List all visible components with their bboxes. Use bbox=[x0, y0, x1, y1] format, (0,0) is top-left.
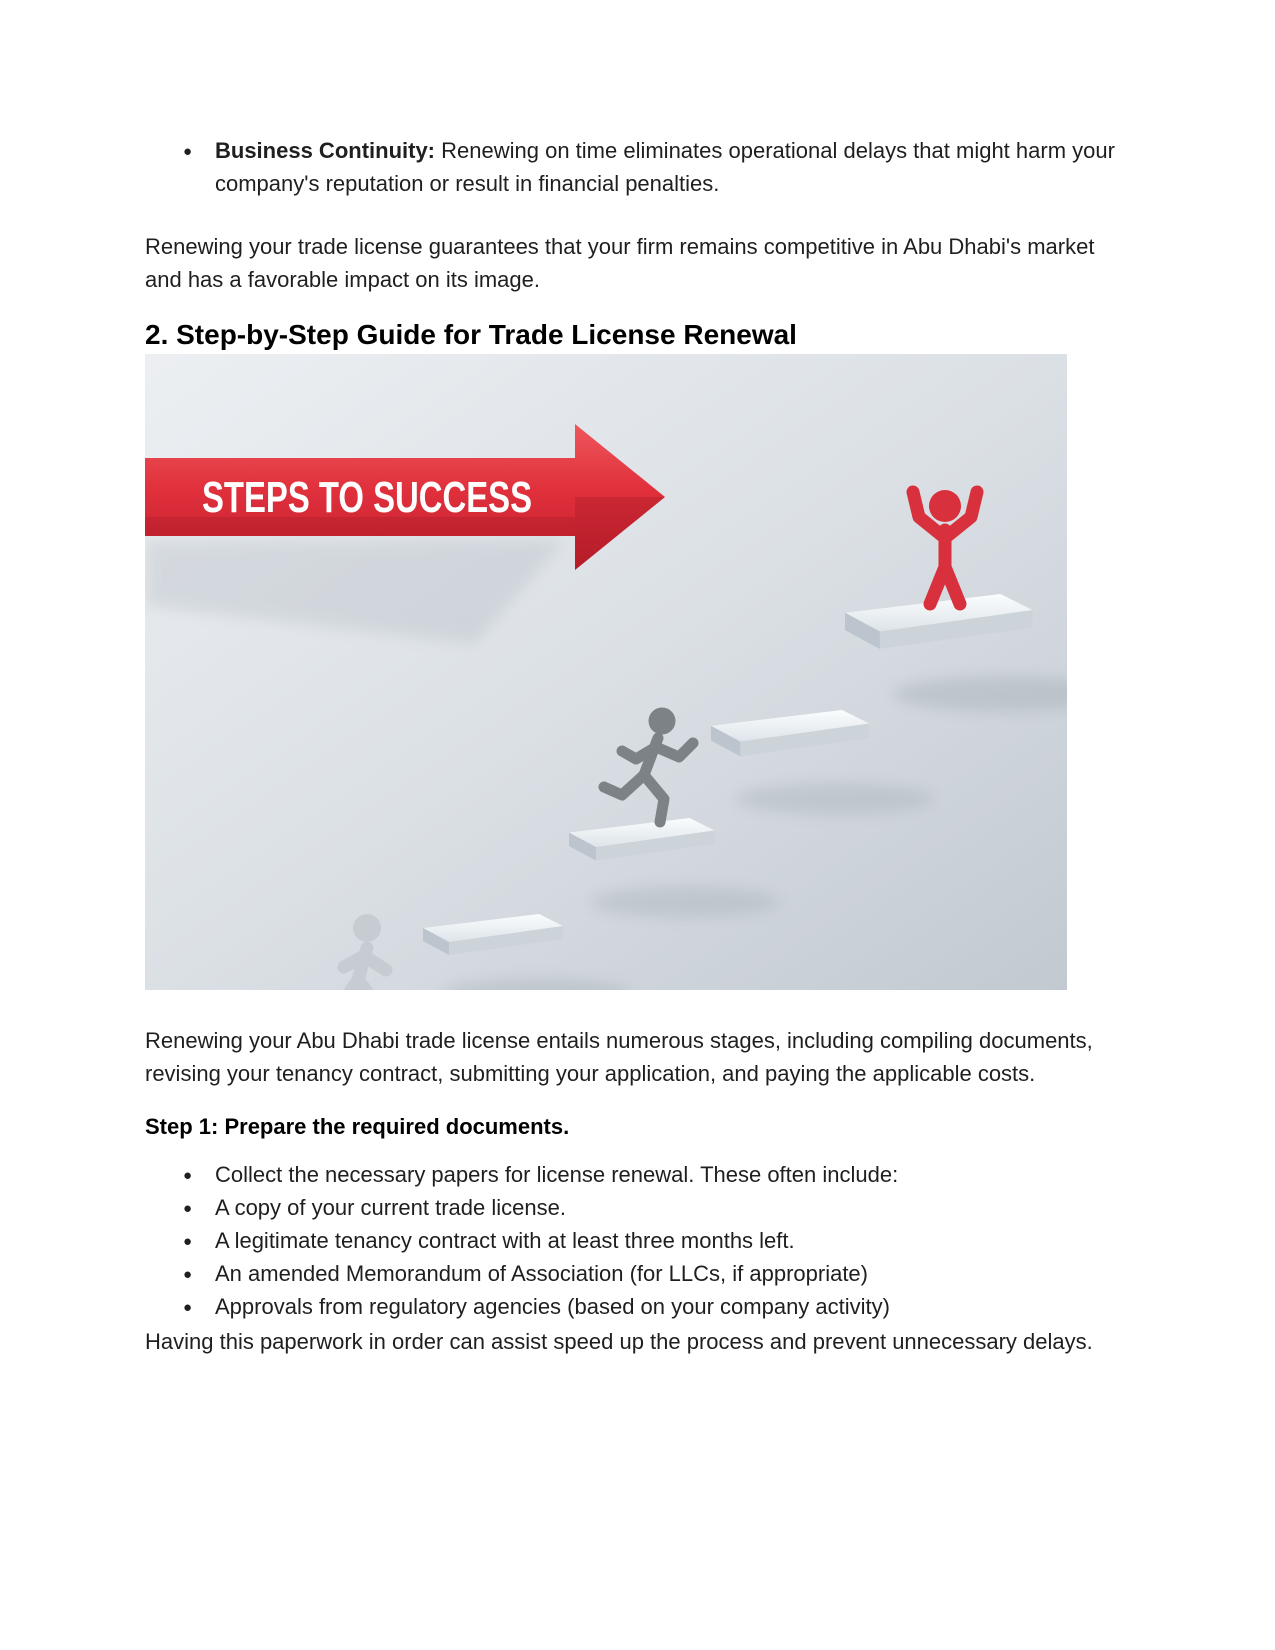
step-bullet-item: ● A copy of your current trade license. bbox=[215, 1191, 1130, 1224]
steps-to-success-illustration bbox=[145, 354, 1067, 990]
step-bullet-item: ● Approvals from regulatory agencies (based on your company activity) bbox=[215, 1290, 1130, 1323]
paragraph-paperwork-order: Having this paperwork in order can assist speed up the process and prevent unnecessary delays. bbox=[145, 1329, 1093, 1354]
intro-bullet-item bbox=[215, 134, 1130, 200]
steps-illustration-svg bbox=[145, 354, 1067, 990]
paragraph-renewal-guarantee: Renewing your trade license guarantees that your firm remains competitive in Abu Dhabi's market and has a favorable impact on its image. bbox=[145, 234, 1095, 292]
step-1-heading: Step 1: Prepare the required documents. bbox=[145, 1114, 570, 1139]
platform-2-shadow bbox=[590, 886, 780, 918]
step-bullet-item: ● Collect the necessary papers for license renewal. These often include: bbox=[215, 1158, 1130, 1191]
step-bullet-item: ● An amended Memorandum of Association (for LLCs, if appropriate) bbox=[215, 1257, 1130, 1290]
step-bullet-list bbox=[145, 1158, 1130, 1323]
arrow-label: STEPS TO SUCCESS bbox=[202, 473, 532, 522]
paragraph-renewal-stages: Renewing your Abu Dhabi trade license entails numerous stages, including compiling documents, revising your tenancy contract, submitting your application, and paying the applicable costs. bbox=[145, 1028, 1093, 1086]
platform-3-shadow bbox=[735, 783, 935, 815]
step-bullet-item: ● A legitimate tenancy contract with at least three months left. bbox=[215, 1224, 1130, 1257]
intro-bullet-text: Renewing on time eliminates operational delays that might harm your company's reputation or result in financial penalties. bbox=[215, 138, 1115, 196]
intro-bullet-label: Business Continuity: bbox=[215, 138, 436, 163]
intro-bullet-list bbox=[145, 134, 1130, 200]
section-heading-step-guide: 2. Step-by-Step Guide for Trade License Renewal bbox=[145, 319, 797, 350]
